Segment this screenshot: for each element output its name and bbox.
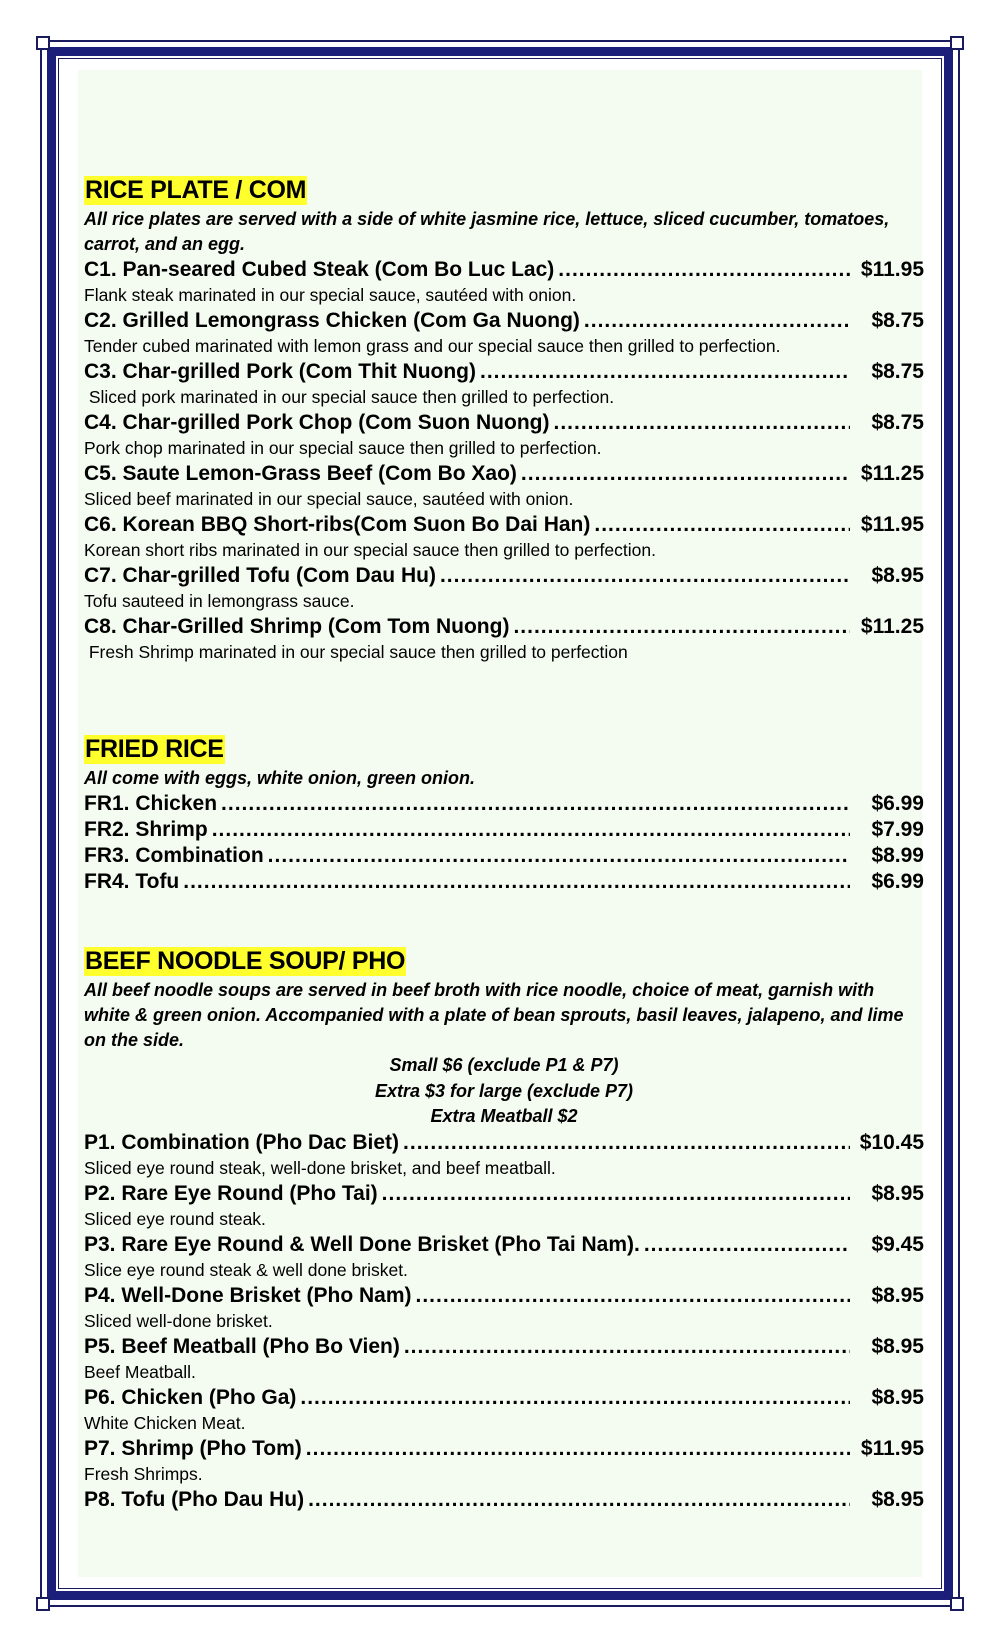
item-name: C8. Char-Grilled Shrimp (Com Tom Nuong) <box>84 615 510 638</box>
item-name: FR3. Combination <box>84 844 264 867</box>
menu-item <box>84 308 924 359</box>
item-description: Sliced pork marinated in our special sauce then grilled to perfection. <box>84 387 615 407</box>
menu-item <box>84 1385 924 1436</box>
item-price: $6.99 <box>871 792 924 815</box>
item-name: C2. Grilled Lemongrass Chicken (Com Ga Nuong) <box>84 309 580 332</box>
item-description: White Chicken Meat. <box>84 1412 246 1433</box>
corner-ornament <box>36 1597 50 1611</box>
rice-plate-section <box>84 176 924 665</box>
corner-ornament <box>950 36 964 50</box>
section-intro: All beef noodle soups are served in beef broth with rice noodle, choice of meat, garnish with white & green onion. Accompanied with a plate of bean sprouts, basil leaves, jalapeno, and lime on the side. <box>84 980 904 1050</box>
item-price: $6.99 <box>871 870 924 893</box>
item-price: $11.95 <box>860 1436 924 1460</box>
menu-item <box>84 1436 924 1487</box>
section-intro: All rice plates are served with a side of white jasmine rice, lettuce, sliced cucumber, tomatoes, carrot, and an egg. <box>84 209 890 254</box>
item-name: FR2. Shrimp <box>84 818 208 841</box>
corner-ornament <box>950 1597 964 1611</box>
item-price: $11.95 <box>860 258 924 281</box>
item-name: C7. Char-grilled Tofu (Com Dau Hu) <box>84 564 436 587</box>
item-description: Pork chop marinated in our special sauce then grilled to perfection. <box>84 438 602 458</box>
item-description: Tender cubed marinated with lemon grass and our special sauce then grilled to perfection. <box>84 336 781 356</box>
section-intro: All come with eggs, white onion, green onion. <box>84 768 476 788</box>
menu-item <box>84 359 924 410</box>
menu-item <box>84 512 924 563</box>
item-price: $11.25 <box>860 615 924 638</box>
section-title: RICE PLATE / COM <box>85 176 307 204</box>
size-note: Extra $3 for large (exclude P7) <box>374 1080 634 1101</box>
corner-ornament <box>36 36 50 50</box>
item-name: P1. Combination (Pho Dac Biet) <box>84 1130 400 1154</box>
item-name: FR1. Chicken <box>84 792 218 815</box>
size-note: Small $6 (exclude P1 & P7) <box>389 1055 619 1075</box>
menu-content <box>84 176 924 1513</box>
item-name: C1. Pan-seared Cubed Steak (Com Bo Luc Lac) <box>84 258 555 281</box>
item-description: Korean short ribs marinated in our special sauce then grilled to perfection. <box>84 540 656 560</box>
menu-item <box>84 1232 924 1283</box>
item-price: $9.45 <box>871 1232 924 1256</box>
item-description: Sliced well-done brisket. <box>84 1310 273 1331</box>
item-name: P8. Tofu (Pho Dau Hu) <box>84 1487 305 1511</box>
item-price: $8.95 <box>871 1283 924 1307</box>
menu-item <box>84 614 924 665</box>
item-name: P2. Rare Eye Round (Pho Tai) <box>84 1181 378 1205</box>
menu-item <box>84 410 924 461</box>
item-description: Fresh Shrimp marinated in our special sauce then grilled to perfection <box>84 642 628 662</box>
menu-item <box>84 791 924 817</box>
item-name: C6. Korean BBQ Short-ribs(Com Suon Bo Dai Han) <box>84 513 591 536</box>
item-price: $8.95 <box>871 1334 924 1358</box>
item-price: $8.75 <box>871 360 924 383</box>
item-price: $8.75 <box>871 411 924 434</box>
item-price: $8.95 <box>871 564 924 587</box>
item-name: C5. Saute Lemon-Grass Beef (Com Bo Xao) <box>84 462 517 485</box>
item-name: P3. Rare Eye Round & Well Done Brisket (Pho Tai Nam). <box>84 1232 640 1256</box>
pho-section <box>84 947 924 1513</box>
item-price: $10.45 <box>859 1130 924 1154</box>
menu-item <box>84 1283 924 1334</box>
item-name: FR4. Tofu <box>84 870 180 893</box>
item-description: Sliced eye round steak. <box>84 1208 266 1229</box>
item-price: $7.99 <box>871 818 924 841</box>
item-name: P4. Well-Done Brisket (Pho Nam) <box>84 1283 412 1307</box>
item-name: P6. Chicken (Pho Ga) <box>84 1385 297 1409</box>
item-price: $8.99 <box>871 844 924 867</box>
menu-item <box>84 869 924 895</box>
item-price: $8.75 <box>871 309 924 332</box>
item-name: P7. Shrimp (Pho Tom) <box>84 1436 302 1460</box>
item-name: C4. Char-grilled Pork Chop (Com Suon Nuong) <box>84 411 550 434</box>
meatball-note: Extra Meatball $2 <box>430 1106 578 1126</box>
menu-item <box>84 1130 924 1181</box>
item-description: Sliced beef marinated in our special sauce, sautéed with onion. <box>84 489 574 509</box>
item-description: Tofu sauteed in lemongrass sauce. <box>84 591 355 611</box>
menu-item <box>84 1334 924 1385</box>
item-price: $8.95 <box>871 1487 924 1511</box>
menu-item <box>84 817 924 843</box>
item-description: Sliced eye round steak, well-done brisket, and beef meatball. <box>84 1157 556 1178</box>
menu-item <box>84 461 924 512</box>
item-price: $11.25 <box>860 462 924 485</box>
item-description: Flank steak marinated in our special sauce, sautéed with onion. <box>84 285 577 305</box>
menu-item <box>84 257 924 308</box>
item-price: $11.95 <box>860 513 924 536</box>
menu-item <box>84 1487 924 1513</box>
menu-item <box>84 1181 924 1232</box>
item-description: Beef Meatball. <box>84 1361 196 1382</box>
item-name: P5. Beef Meatball (Pho Bo Vien) <box>84 1334 400 1358</box>
menu-item <box>84 563 924 614</box>
section-title: BEEF NOODLE SOUP/ PHO <box>85 947 406 975</box>
item-name: C3. Char-grilled Pork (Com Thit Nuong) <box>84 360 476 383</box>
item-price: $8.95 <box>871 1385 924 1409</box>
menu-item <box>84 843 924 869</box>
item-description: Slice eye round steak & well done brisket. <box>84 1259 408 1280</box>
item-price: $8.95 <box>871 1181 924 1205</box>
section-title: FRIED RICE <box>85 735 224 763</box>
fried-rice-section <box>84 735 924 895</box>
item-description: Fresh Shrimps. <box>84 1463 203 1484</box>
